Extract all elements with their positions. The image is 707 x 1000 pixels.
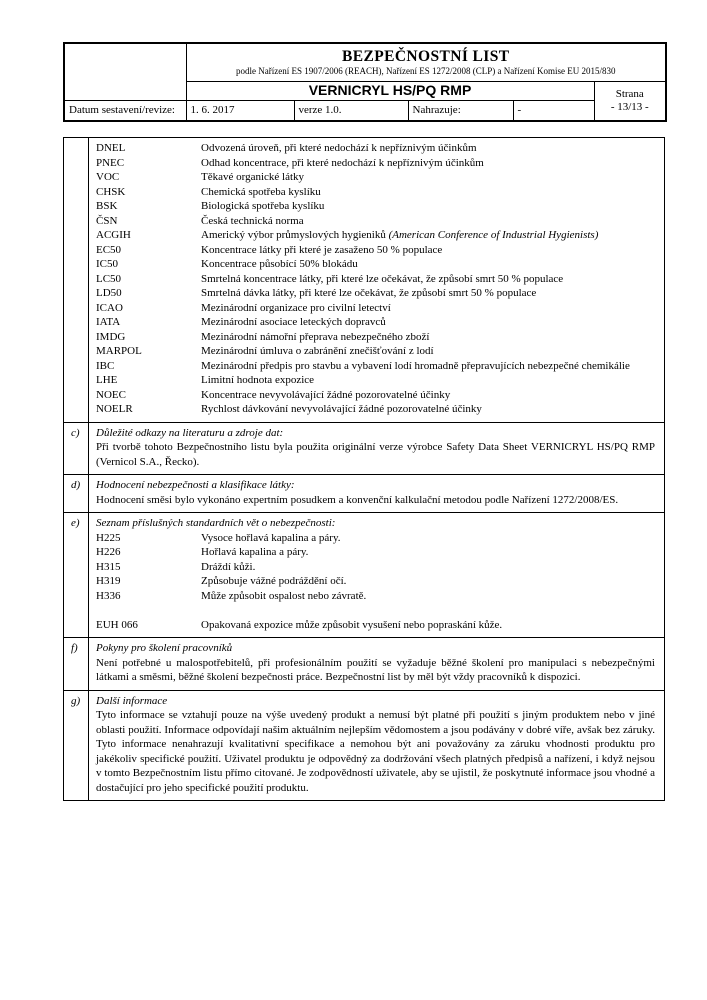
- hazard-statement-row-code: H336: [96, 589, 121, 602]
- abbreviation-row-code: IMDG: [96, 330, 126, 343]
- abbreviation-row-description: Americký výbor průmyslových hygieniků (American Conference of Industrial Hygienists): [201, 229, 599, 241]
- hazard-statement-row-description: Opakovaná expozice může způsobit vysušení nebo popraskání kůže.: [201, 618, 503, 631]
- abbreviation-row-description: Česká technická norma: [201, 214, 304, 227]
- hazard-statement-row-description: Hořlavá kapalina a páry.: [201, 546, 309, 558]
- hazard-statement-row-description: Vysoce hořlavá kapalina a páry.: [201, 531, 341, 544]
- section-f-heading: Pokyny pro školení pracovníků: [96, 642, 233, 654]
- header-empty-cell: [64, 43, 186, 100]
- abbreviation-row-code: DNEL: [96, 142, 126, 154]
- revision-date-value: 1. 6. 2017: [186, 100, 294, 121]
- section-g: [64, 690, 664, 801]
- abbreviation-row-description: Odhad koncentrace, při které nedochází k nepříznivým účinkům: [201, 156, 484, 169]
- abbreviation-row: [96, 272, 655, 287]
- version-value: verze 1.0.: [294, 100, 408, 121]
- abbreviation-row-code: IBC: [96, 359, 115, 372]
- abbreviation-row: [96, 185, 655, 200]
- abbreviation-row-description: Koncentrace nevyvolávající žádné pozorovatelné účinky: [201, 388, 451, 401]
- abbreviation-row-description: Mezinárodní asociace leteckých dopravců: [201, 316, 386, 328]
- section-g-letter: g): [64, 691, 89, 801]
- section-d-paragraph: Hodnocení směsi bylo vykonáno expertním posudkem a konvenční kalkulační metodou podle Nařízení 1272/2008/ES.: [96, 493, 619, 506]
- section-f: [64, 637, 664, 690]
- abbreviation-row-description: Těkavé organické látky: [201, 171, 305, 183]
- header-title-cell: [186, 43, 666, 81]
- section-e-letter: e): [64, 513, 89, 637]
- section-c: [64, 422, 664, 475]
- revision-date-label: Datum sestavení/revize:: [64, 100, 186, 121]
- abbreviation-row-description: Koncentrace působící 50% blokádu: [201, 258, 358, 270]
- abbreviation-row: [96, 141, 655, 156]
- abbreviation-row-code: NOEC: [96, 388, 126, 401]
- abbreviation-row: [96, 301, 655, 316]
- section-d-letter: d): [64, 475, 89, 512]
- abbreviation-row-code: ACGIH: [96, 229, 131, 241]
- abbreviation-row-code: PNEC: [96, 156, 125, 169]
- hazard-statement-row-code: H319: [96, 575, 121, 587]
- section-d-heading: Hodnocení nebezpečnosti a klasifikace látky:: [96, 479, 295, 491]
- abbreviation-row-description: Mezinárodní námořní přeprava nebezpečného zboží: [201, 330, 430, 343]
- abbreviation-row: [96, 170, 655, 185]
- abbreviation-row-code: ČSN: [96, 214, 118, 227]
- hazard-statement-row-code: H315: [96, 560, 121, 573]
- section-c-letter: c): [64, 423, 89, 475]
- abbreviation-row-description: Mezinárodní organizace pro civilní letectví: [201, 301, 391, 314]
- abbreviation-row-description: Smrtelná dávka látky, při které lze očekávat, že způsobí smrt 50 % populace: [201, 287, 537, 299]
- hazard-statement-row: [96, 589, 655, 604]
- abbreviation-row-code: MARPOL: [96, 345, 142, 357]
- section-g-content: [89, 691, 664, 801]
- abbreviation-row-code: LC50: [96, 272, 122, 285]
- replaces-label: Nahrazuje:: [408, 100, 513, 121]
- abbreviation-row-description: Koncentrace látky při které je zasaženo 50 % populace: [201, 243, 443, 256]
- abbreviation-list: [89, 138, 664, 422]
- abbreviations-section: [64, 138, 664, 422]
- abbreviation-row-code: LD50: [96, 287, 122, 299]
- hazard-statement-row-description: Dráždí kůži.: [201, 560, 256, 573]
- product-name: VERNICRYL HS/PQ RMP: [186, 81, 594, 100]
- section-g-heading: Další informace: [96, 694, 168, 707]
- abbreviation-row-description: Mezinárodní úmluva o zabránění znečišťování z lodí: [201, 345, 434, 357]
- abbreviation-row-code: VOC: [96, 171, 120, 183]
- abbreviation-row-code: NOELR: [96, 403, 133, 415]
- abbreviation-row-code: BSK: [96, 200, 118, 212]
- section-f-letter: f): [64, 638, 89, 690]
- abbreviation-row: [96, 286, 655, 301]
- abbreviation-row: [96, 257, 655, 272]
- page-label: Strana: [615, 87, 644, 100]
- abbreviation-row-code: EC50: [96, 243, 122, 256]
- abbreviation-row-description: Biologická spotřeba kyslíku: [201, 200, 325, 212]
- page-indicator: [594, 81, 666, 121]
- section-e-content: [89, 513, 664, 637]
- abbreviation-row-code: IC50: [96, 258, 118, 270]
- abbreviation-row-code: CHSK: [96, 185, 126, 198]
- section-e: [64, 512, 664, 637]
- abbreviation-row: [96, 315, 655, 330]
- abbreviation-row-description: Chemická spotřeba kyslíku: [201, 185, 321, 198]
- hazard-statement-row-description: Způsobuje vážné podráždění očí.: [201, 575, 347, 587]
- hazard-statement-row-code: H225: [96, 531, 121, 544]
- abbreviation-row: [96, 388, 655, 403]
- section-d: [64, 474, 664, 512]
- section-g-paragraph: Tyto informace se vztahují pouze na výše uvedený produkt a nemusí být platné při použití s jiným produktem nebo v jiné oblasti použití. Informace odpovídají našim aktuálním nejlepším vědomostem a jsou podávány v dobré víře, avšak bez záruky. Tyto informace nenahrazují kvalitativní specifikace a nemohou být ani považovány za záruku vhodnosti produktu pro jakékoliv specifické použití. Uživatel produktu je odpovědný za dodržování všech platných předpisů a nařízení, i když nejsou v tomto Bezpečnostním listu přímo citované. Je zodpovědností uživatele, aby se ujistil, že poskytnuté informace jsou vhodné a dostačující pro jeho specifické použití produktu.: [96, 709, 655, 794]
- abbreviation-row-code: LHE: [96, 374, 118, 386]
- section-e-heading: Seznam příslušných standardních vět o nebezpečnosti:: [96, 517, 336, 529]
- section-c-content: [89, 423, 664, 475]
- abbreviation-row: [96, 402, 655, 417]
- abbreviation-row: [96, 228, 655, 243]
- section-c-heading: Důležité odkazy na literaturu a zdroje dat:: [96, 426, 284, 439]
- abbreviation-row: [96, 156, 655, 171]
- hazard-statement-row: [96, 560, 655, 575]
- hazard-statement-row: [96, 531, 655, 546]
- page-number: - 13/13 -: [610, 100, 649, 113]
- abbreviation-row-code: IATA: [96, 316, 121, 328]
- document-title: BEZPEČNOSTNÍ LIST: [342, 48, 510, 66]
- abbreviation-row: [96, 214, 655, 229]
- section-f-paragraph: Není potřebné u malospotřebitelů, při profesionálním použití se vyžaduje běžné školení pro manipulaci s nebezpečnými látkami a směsmi, běžné školení bezpečnosti práce. Bezpečnostní list by měl být vždy pracovníků k dispozici.: [96, 656, 655, 683]
- hazard-statement-row-code: H226: [96, 546, 121, 558]
- hazard-statement-row: [96, 574, 655, 589]
- abbreviation-row: [96, 344, 655, 359]
- abbreviation-row: [96, 373, 655, 388]
- abbreviation-row-description: Rychlost dávkování nevyvolávající žádné pozorovatelné účinky: [201, 403, 482, 415]
- abbreviation-row: [96, 359, 655, 374]
- section-f-content: [89, 638, 664, 690]
- abbreviation-row-description: Smrtelná koncentrace látky, při které lze očekávat, že způsobí smrt 50 % populace: [201, 272, 564, 285]
- abbreviation-row: [96, 243, 655, 258]
- section-d-content: [89, 475, 664, 512]
- header-table: [63, 42, 667, 122]
- hazard-statement-row-code: EUH 066: [96, 618, 138, 631]
- abbreviation-row: [96, 199, 655, 214]
- hazard-statement-row: [96, 545, 655, 560]
- abbreviation-row-description: Odvozená úroveň, při které nedochází k nepříznivým účinkům: [201, 142, 477, 154]
- section-c-paragraph: Při tvorbě tohoto Bezpečnostního listu byla použita originální verze výrobce Safety Data Sheet VERNICRYL HS/PQ RMP (Vernicol S.A., Řecko).: [96, 441, 655, 468]
- abbreviations-letter-cell: [64, 138, 89, 422]
- hazard-statement-row-description: Může způsobit ospalost nebo závratě.: [201, 589, 367, 602]
- abbreviation-row-description: Limitní hodnota expozice: [201, 374, 315, 386]
- abbreviation-row: [96, 330, 655, 345]
- document-subtitle: podle Nařízení ES 1907/2006 (REACH), Nařízení ES 1272/2008 (CLP) a Nařízení Komise EU 2015/830: [236, 66, 616, 77]
- hazard-statement-row: [96, 618, 655, 633]
- abbreviation-row-description: Mezinárodní předpis pro stavbu a vybavení lodí hromadně přepravujících nebezpečné chemikálie: [201, 359, 630, 372]
- main-table: [63, 137, 665, 801]
- replaces-value: -: [513, 100, 594, 121]
- abbreviation-row-code: ICAO: [96, 301, 123, 314]
